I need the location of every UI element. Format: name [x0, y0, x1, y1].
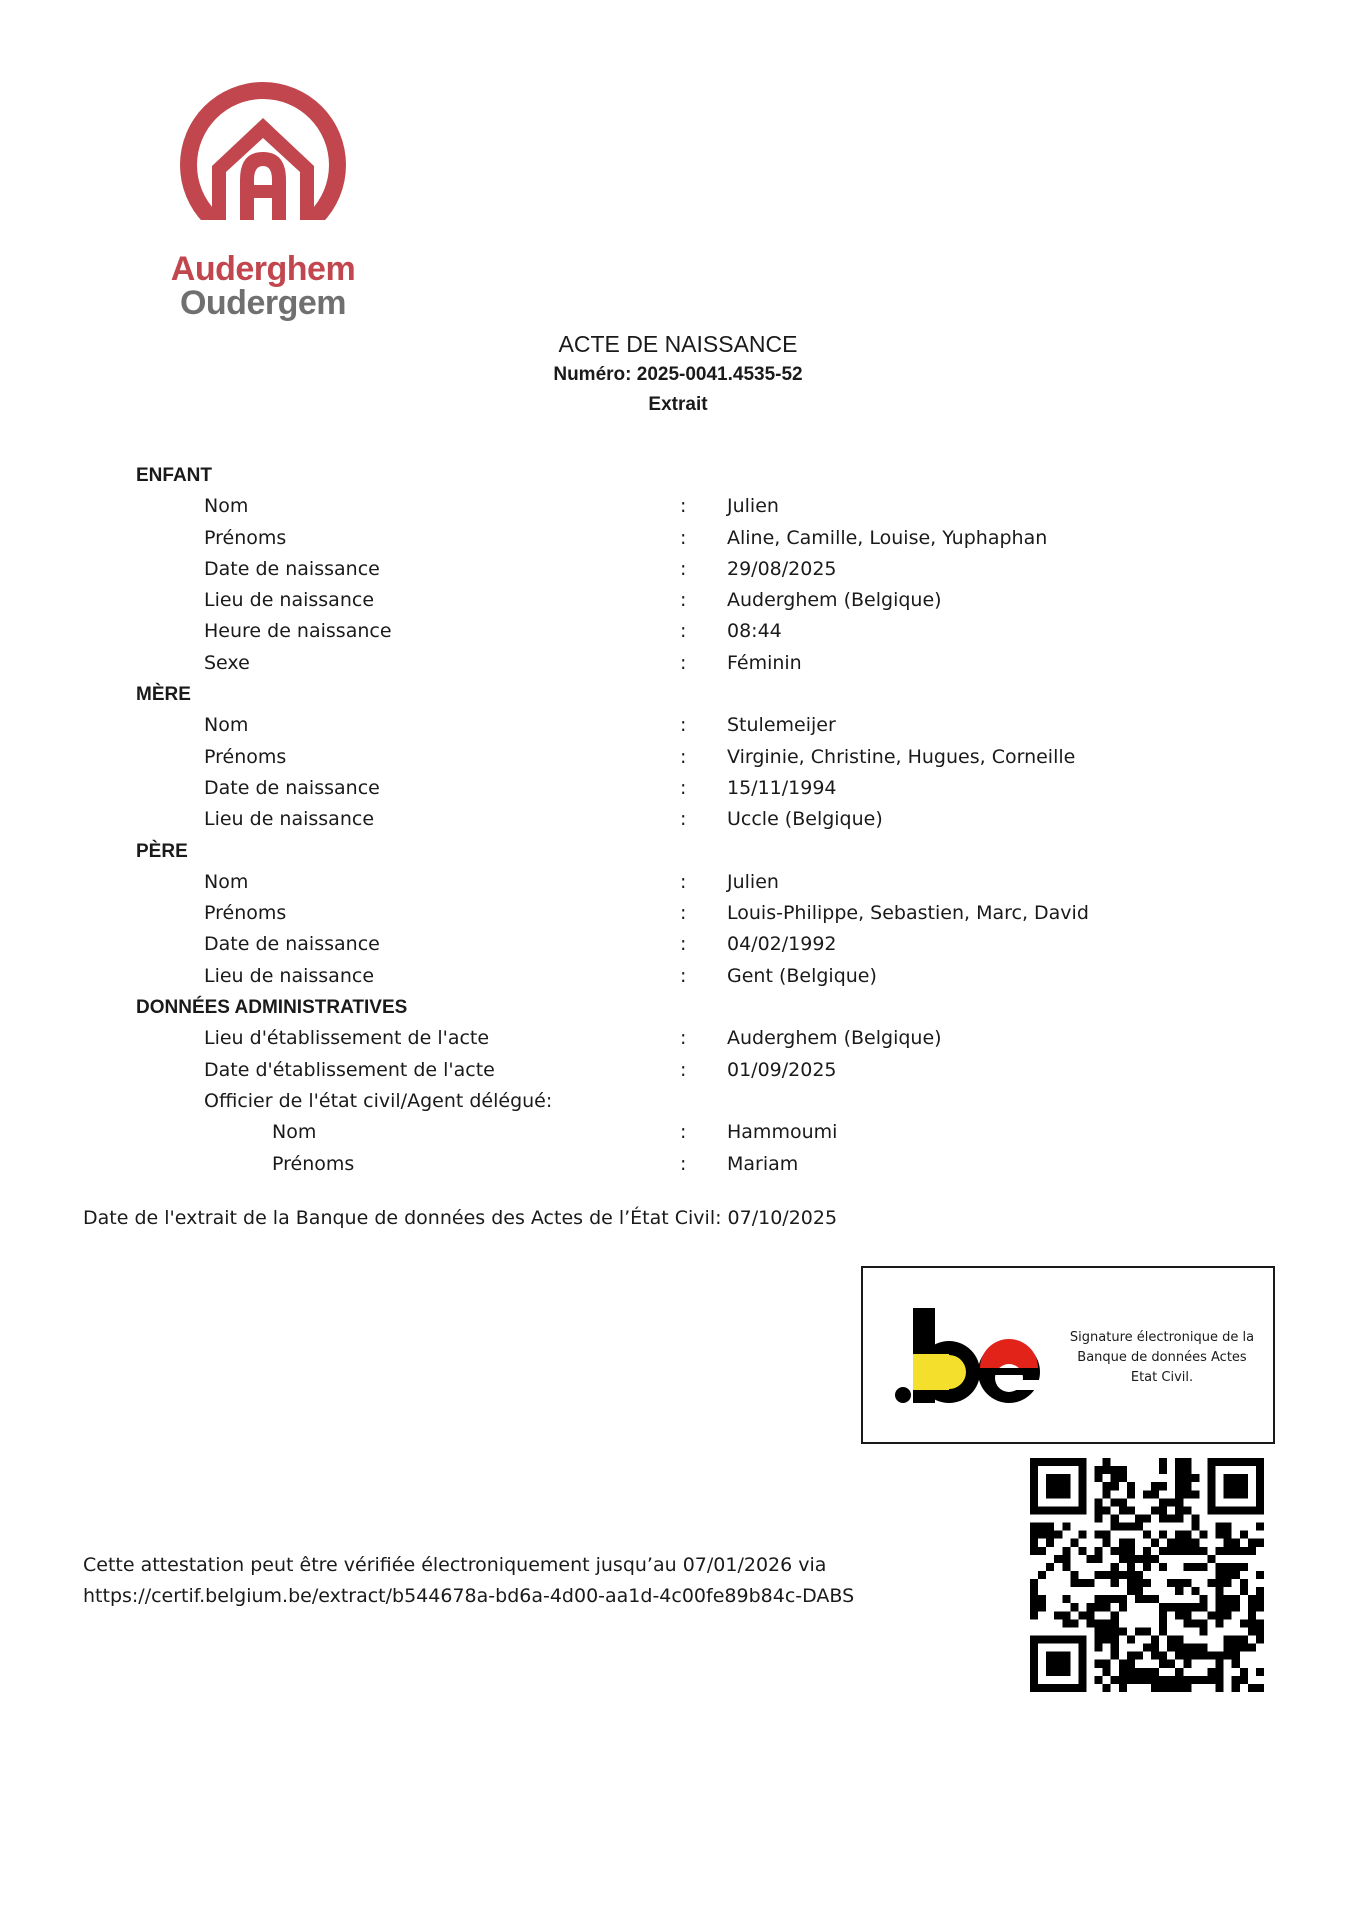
field-label: Lieu de naissance [204, 964, 375, 987]
field-value: Auderghem (Belgique) [727, 1027, 942, 1050]
qr-code-icon [1030, 1458, 1264, 1692]
verification-text: Cette attestation peut être vérifiée électroniquement jusqu’au 07/01/2026 via [83, 1554, 827, 1576]
field-colon: : [680, 557, 687, 580]
field-label: Heure de naissance [204, 620, 392, 643]
field-row [0, 554, 1348, 585]
section-heading-pere: PÈRE [136, 840, 188, 862]
signature-caption-line: Signature électronique de la [1069, 1330, 1255, 1345]
field-colon: : [680, 1152, 687, 1175]
field-row [0, 648, 1348, 679]
field-row [0, 867, 1348, 898]
field-colon: : [680, 870, 687, 893]
be-logo-icon [893, 1302, 1043, 1412]
field-colon: : [680, 495, 687, 518]
field-row [0, 710, 1348, 741]
field-label: Nom [272, 1121, 317, 1144]
field-label: Nom [204, 495, 249, 518]
signature-caption-line: Banque de données Actes [1077, 1350, 1247, 1365]
document-title: ACTE DE NAISSANCE [558, 331, 798, 357]
field-row [0, 523, 1348, 554]
field-label: Lieu de naissance [204, 589, 375, 612]
field-value: Gent (Belgique) [727, 964, 877, 987]
verification-notice [83, 1550, 854, 1612]
field-value: Mariam [727, 1152, 799, 1175]
field-label: Lieu de naissance [204, 808, 375, 831]
electronic-signature-box [861, 1266, 1275, 1444]
signature-caption-line: Etat Civil. [1130, 1370, 1194, 1385]
field-value: 15/11/1994 [727, 776, 837, 799]
municipality-logo [168, 80, 368, 330]
field-label: Date d'établissement de l'acte [204, 1058, 495, 1081]
field-colon: : [680, 964, 687, 987]
field-row [0, 804, 1348, 835]
officer-heading-row [0, 1086, 1348, 1117]
field-colon: : [680, 776, 687, 799]
field-value: 08:44 [727, 620, 782, 643]
field-label: Date de naissance [204, 776, 380, 799]
section-heading-admin: DONNÉES ADMINISTRATIVES [136, 997, 408, 1019]
field-row [0, 491, 1348, 522]
field-value: 04/02/1992 [727, 933, 837, 956]
field-value: Louis-Philippe, Sebastien, Marc, David [727, 902, 1089, 925]
field-label: Lieu d'établissement de l'acte [204, 1027, 490, 1050]
field-label: Date de naissance [204, 557, 380, 580]
field-row [0, 742, 1348, 773]
field-row [0, 898, 1348, 929]
field-row [0, 961, 1348, 992]
field-value: 29/08/2025 [727, 557, 837, 580]
field-label: Prénoms [204, 526, 287, 549]
field-value: Julien [727, 870, 779, 893]
document-header [0, 328, 1348, 420]
certificate-fields [0, 460, 1348, 1180]
field-label: Prénoms [204, 902, 287, 925]
logo-name-fr: Auderghem [170, 250, 356, 288]
signature-caption [1067, 1328, 1257, 1388]
field-colon: : [680, 1058, 687, 1081]
field-label: Date de naissance [204, 933, 380, 956]
document-number: Numéro: 2025-0041.4535-52 [553, 364, 803, 385]
field-colon: : [680, 714, 687, 737]
field-value: Stulemeijer [727, 714, 836, 737]
field-colon: : [680, 1121, 687, 1144]
field-colon: : [680, 902, 687, 925]
field-value: Auderghem (Belgique) [727, 589, 942, 612]
field-row [0, 773, 1348, 804]
section-heading-mere: MÈRE [136, 684, 191, 706]
field-colon: : [680, 526, 687, 549]
field-row [0, 929, 1348, 960]
officer-label: Officier de l'état civil/Agent délégué: [204, 1089, 553, 1112]
extract-date: Date de l'extrait de la Banque de données des Actes de l’État Civil: 07/10/2025 [83, 1207, 838, 1229]
field-value: Aline, Camille, Louise, Yuphaphan [727, 526, 1048, 549]
house-arch-icon [178, 80, 348, 250]
field-row [0, 616, 1348, 647]
field-colon: : [680, 1027, 687, 1050]
field-row [0, 1023, 1348, 1054]
field-value: Féminin [727, 651, 802, 674]
field-colon: : [680, 933, 687, 956]
field-label: Nom [204, 870, 249, 893]
field-label: Nom [204, 714, 249, 737]
field-colon: : [680, 589, 687, 612]
document-type: Extrait [648, 394, 708, 415]
field-colon: : [680, 745, 687, 768]
field-label: Sexe [204, 651, 250, 674]
field-label: Prénoms [204, 745, 287, 768]
field-value: Julien [727, 495, 779, 518]
field-value: 01/09/2025 [727, 1058, 837, 1081]
section-heading-enfant: ENFANT [136, 465, 212, 486]
field-row [0, 585, 1348, 616]
field-colon: : [680, 651, 687, 674]
field-colon: : [680, 808, 687, 831]
field-value: Uccle (Belgique) [727, 808, 883, 831]
logo-name-nl: Oudergem [179, 284, 347, 322]
field-row [0, 1149, 1348, 1180]
field-row [0, 1117, 1348, 1148]
field-value: Hammoumi [727, 1121, 838, 1144]
verification-url[interactable]: https://certif.belgium.be/extract/b544678a-bd6a-4d00-aa1d-4c00fe89b84c-DABS [83, 1585, 855, 1607]
field-value: Virginie, Christine, Hugues, Corneille [727, 745, 1076, 768]
field-row [0, 1055, 1348, 1086]
field-colon: : [680, 620, 687, 643]
field-label: Prénoms [272, 1152, 355, 1175]
